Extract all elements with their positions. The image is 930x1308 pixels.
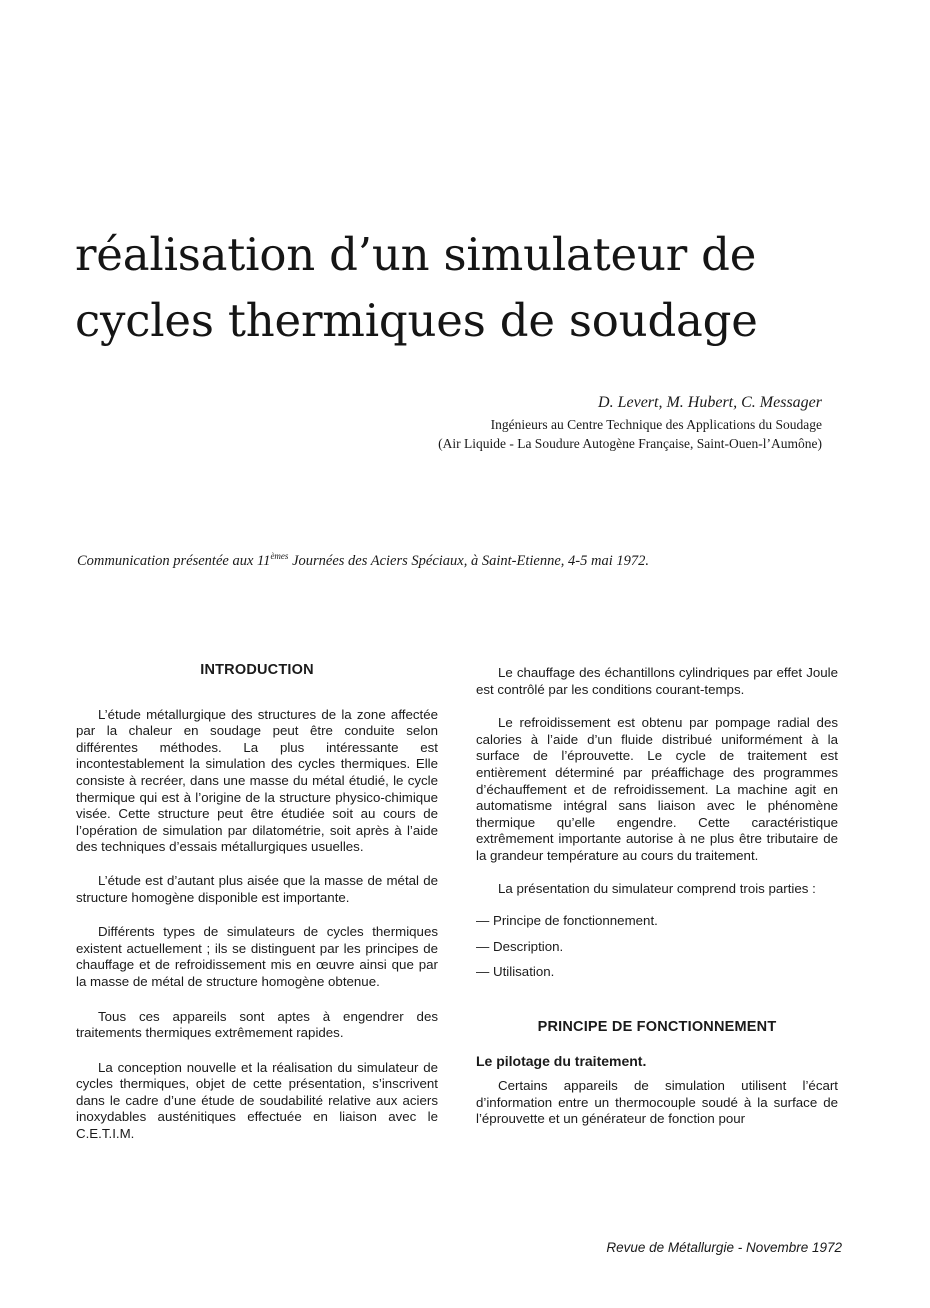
- left-column: [76, 662, 438, 1143]
- affiliation: [438, 415, 822, 453]
- authors: D. Levert, M. Hubert, C. Messager: [598, 394, 822, 411]
- affiliation-line-1: Ingénieurs au Centre Technique des Applications du Soudage: [490, 417, 822, 432]
- paragraph: La conception nouvelle et la réalisation du simulateur de cycles thermiques, objet de cette présentation, s’inscrivent dans le cadre d’une étude de soudabilité relative aux aciers inoxydables austénitiques effectuée en liaison avec le C.E.T.I.M.: [76, 1059, 438, 1142]
- section-heading-introduction: INTRODUCTION: [200, 662, 314, 678]
- list-item: — Utilisation.: [476, 964, 838, 981]
- paragraph: Le chauffage des échantillons cylindriques par effet Joule est contrôlé par les conditions courant-temps.: [476, 665, 838, 697]
- paragraph: Certains appareils de simulation utilisent l’écart d’information entre un thermocouple soudé à la surface de l’éprouvette et un générateur de fonction pour: [476, 1078, 838, 1127]
- section-heading-principe: PRINCIPE DE FONCTIONNEMENT: [537, 1018, 777, 1035]
- paragraph: Différents types de simulateurs de cycles thermiques existent actuellement ; ils se distinguent par les principes de chauffage et de refroidissement mis en œuvre ainsi que par la masse de métal de structure homogène obtenue.: [76, 924, 438, 989]
- paragraph: Tous ces appareils sont aptes à engendrer des traitements thermiques extrêmement rapides.: [76, 1008, 438, 1041]
- parts-list: [476, 913, 838, 981]
- paragraph: La présentation du simulateur comprend trois parties :: [498, 880, 816, 896]
- communication-before: Communication présentée aux 11: [77, 552, 271, 569]
- communication-after: Journées des Aciers Spéciaux, à Saint-Etienne, 4-5 mai 1972.: [288, 552, 649, 569]
- communication-note: [77, 551, 757, 570]
- communication-sup: èmes: [270, 551, 289, 561]
- title-line-1: réalisation d’un simulateur de: [75, 228, 757, 281]
- list-item: — Description.: [476, 939, 838, 956]
- paragraph: Le refroidissement est obtenu par pompage radial des calories à l’aide d’un fluide distribué uniformément à la surface de l’éprouvette. Le cycle de traitement est entièrement déterminé par préaffichage des programmes d’échauffement et de refroidissement. La machine agit en automatisme intégral sans liaison avec le phénomène thermique qu’elle engendre. Cette caractéristique extrêmement importante autorise à ne plus être tributaire de la grandeur température au cours du traitement.: [476, 715, 838, 863]
- paragraph: L’étude est d’autant plus aisée que la masse de métal de structure homogène disponible est importante.: [76, 872, 438, 905]
- right-column: [476, 665, 838, 1128]
- list-item: — Principe de fonctionnement.: [476, 913, 838, 930]
- subheading-pilotage: Le pilotage du traitement.: [476, 1052, 647, 1069]
- title-line-2: cycles thermiques de soudage: [75, 294, 758, 347]
- article-title: [75, 222, 875, 354]
- journal-footer: Revue de Métallurgie - Novembre 1972: [606, 1240, 842, 1255]
- paragraph: L’étude métallurgique des structures de la zone affectée par la chaleur en soudage peut être conduite selon différentes méthodes. La plus intéressante est incontestablement la simulation des cycles thermiques. Elle consiste à recréer, dans une masse du métal étudié, le cycle thermique qui est à l’origine de la structure physico-chimique visée. Cette structure peut être étudiée soit au cours de l’opération de simulation par dilatométrie, soit après à l’aide des techniques d’essais métallurgiques usuelles.: [76, 706, 438, 855]
- affiliation-line-2: (Air Liquide - La Soudure Autogène Française, Saint-Ouen-l’Aumône): [438, 436, 822, 451]
